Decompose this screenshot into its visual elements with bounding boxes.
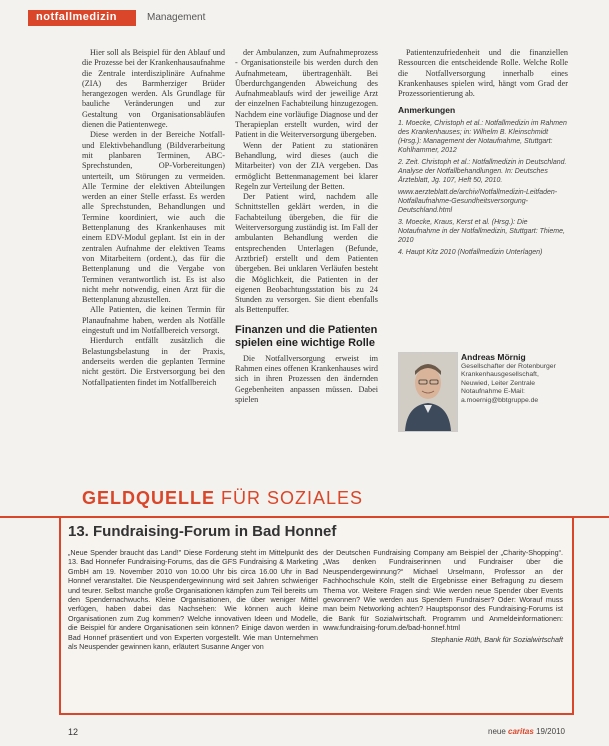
paragraph: Patientenzufriedenheit und die finanziellen Ressourcen die entscheidende Rolle. Welche Rolle die Notfallversorgung innerhalb eines Krankenhauses spielen wird, hängt vom Grad der Prozessorientierung ab. — [398, 48, 568, 99]
category-label: notfallmedizin — [36, 11, 117, 23]
note-item: 3. Moecke, Kraus, Kerst et al. (Hrsg.): Die Notaufnahme in der Notfallmedizin, Stuttgart: Thieme, 2010 — [398, 218, 565, 244]
feature-signature: Stephanie Rüth, Bank für Sozialwirtschaft — [430, 634, 563, 644]
paragraph: Die Notfallversorgung erweist im Rahmen eines offenen Krankenhauses wird sich in ihren Prozessen den ändernden Gegebenheiten anpassen müssen. Dabei spielen — [235, 353, 378, 404]
author-bio: Gesellschafter der Rotenburger Krankenhausgesellschaft, Neuwied, Leiter Zentrale Notaufnahme E-Mail: a.moernig@bbtgruppe.de — [461, 363, 556, 404]
article-column-3 — [398, 48, 568, 260]
paragraph: Der Patient wird, nachdem alle Schnittstellen geklärt werden, in die Fachabteilung übergeben, die für die Weiterversorgung zuständig ist. Im Fall der ambulanten Behandlung werden die entsprechenden Unterlagen (Befunde, Arztbrief) erstellt und dem Patienten übergeben. Bei unklaren Verläufen besteht die Möglichkeit, die Patienten in der eigenen Beobachtungsstation bis zu 24 Stunden zu versorgen. Sie dient ebenfalls als Bettenpuffer. — [235, 192, 378, 315]
paragraph: der Ambulanzen, zum Aufnahmeprozess - Organisationsteile bis werden durch den Aufnahmeteam, übertragenhält. Bei Überdurchgangenden Abweichung des Aufnahmeablaufs wird der jeweilige Arzt der einzelnen Fachabteilung hinzugezogen. Nachdem eine vorläufige Diagnose und der Therapieplan erstellt wurden, wird der Patient in die Weiterversorgung übergeben. — [235, 48, 378, 140]
note-item: 2. Zeit. Christoph et al.: Notfallmedizin in Deutschland. Analyse der Notfallbehandlungen. In: Deutsches Ärzteblatt, Jg. 107, Heft 50, 2010. — [398, 158, 567, 184]
feature-column-2 — [323, 548, 563, 644]
feature-kicker-bold: GELDQUELLE — [82, 488, 216, 508]
section-heading: Finanzen und die Patienten spielen eine wichtige Rolle — [235, 323, 378, 349]
paragraph: der Deutschen Fundraising Company am Beispiel der „Charity-Shopping“. „Was denken Fundraiserinnen und Fundraiser über die Neuspendergewinnung?“ Michael Urselmann, Professor an der Fachhochschule Köln, stellt die Ergebnisse einer Befragung zu diesem Thema vor. Weitere Fragen sind: Wie werden neue Spender über Events gewonnen? Wie werden aus Spendern Fundraiser? Oder: Worauf muss man beim Networking achten? Hauptsponsor des Fundraising-Forums ist die Bank für Sozialwirtschaft. Programm und Anmeldeinformationen: www.fundraising-forum.de/bad-honnef.html — [323, 548, 563, 633]
magazine-name: caritas — [508, 727, 534, 736]
article-column-1 — [82, 48, 225, 388]
issue-number: 19/2010 — [536, 727, 565, 736]
page-number: 12 — [68, 727, 79, 737]
paragraph: Alle Patienten, die keinen Termin für Planaufnahme haben, werden als Notfälle eingestuft und im Notfallbereich versorgt. — [82, 305, 225, 336]
article-column-2 — [235, 48, 378, 405]
note-item: 1. Moecke, Christoph et al.: Notfallmedizin im Rahmen des Krankenhauses; in: Wilhelm B. Kleinschmidt (Hrsg.): Management der Notaufnahme, Stuttgart: Kohlhammer, 2012 — [398, 119, 567, 154]
magazine-prefix: neue — [488, 727, 506, 736]
feature-kicker — [82, 488, 363, 509]
paragraph: Wenn der Patient zu stationären Behandlung, wird dieses (auch die Mitarbeiter) von der ZIA vergeben. Das ermöglicht Bettenmanagement bei klarer Regeln zur Verteilung der Betten. — [235, 140, 378, 191]
section-label: Management — [147, 12, 206, 23]
author-photo — [398, 352, 458, 432]
notes-heading: Anmerkungen — [398, 105, 456, 116]
notes-list — [398, 119, 568, 257]
paragraph: Hierdurch entfällt zusätzlich die Belastungsbelastung in der Praxis, anderseits werden die geplanten Termine nicht gestört. Die Erstversorgung bei den Notfallpatienten findet im Notfallbereich — [82, 336, 225, 387]
paragraph: Hier soll als Beispiel für den Ablauf und die Prozesse bei der Krankenhausaufnahme die Zentrale interdisziplinäre Aufnahme (ZIA) des Barmherziger Brüder herangezogen werden. Als Grundlage für bauliche Veränderungen und zur Gestaltung von Organisationsabläufen dienen die Patientenwege. — [82, 48, 225, 130]
feature-column-1: „Neue Spender braucht das Land!" Diese Forderung steht im Mittelpunkt des 13. Bad Honnefer Fundraising-Forums, das die GFS Fundraising & Marketing GmbH am 19. November 2010 von 10.00 Uhr bis circa 16.00 Uhr in Bad Honnef veranstaltet. Die Neuspendergewinnung wird seit Jahren schwieriger und teurer. Selbst manche große Organisationen kämpfen zum Teil bereits um den Spendernachwuchs. Kleine Organisationen, die über weniger Mittel verfügen, haben dabei das Nachsehen: Wie können auch kleine Organisationen zum Zug kommen? Welche innovativen Ideen und Modelle, die Beispiel für andere Organisationen sein können? Einige davon werden in Bad Honnef präsentiert und von Experten vorgestellt. Wie man Unternehmen als Neuspender gewinnen kann, erläutert Susanne Anger von — [68, 548, 318, 652]
author-name: Andreas Mörnig — [461, 352, 526, 362]
feature-title: 13. Fundraising-Forum in Bad Honnef — [68, 523, 337, 540]
note-item: www.aerzteblatt.de/archiv/Notfallmedizin-Leitfaden-Notfallaufnahme-Gesundheitsversorgung-Deutschland.html — [398, 188, 558, 214]
feature-kicker-rest: FÜR SOZIALES — [221, 488, 364, 508]
paragraph: Diese werden in der Bereiche Notfall- und Elektivbehandlung (Bildverarbeitung mit planbaren Terminen, ABC-Sprechstunden, OP-Vorbereitungen) unterteilt, um Störungen zu vermeiden. Alle Termine der elektiven Abteilungen werden an einer Stelle erfasst. Es werden alle Sprechstunden, Behandlungen und Termine koordiniert, wie auch die Bettenplanung des Krankenhauses mit einem EDV-Modul geplant. Ist ein in der zentralen Aufnahme der elektiven Teams von Mitarbeitern (ordent.), das für die Bettenplanung und die Vergabe von Terminen verantwortlich ist. Es ist also nicht mehr notwendig, einen Arzt für die Bettenplanung abzustellen. — [82, 130, 225, 305]
magazine-footer — [488, 727, 565, 736]
note-item: 4. Haupt Kitz 2010 (Notfallmedizin Unterlagen) — [398, 248, 543, 256]
